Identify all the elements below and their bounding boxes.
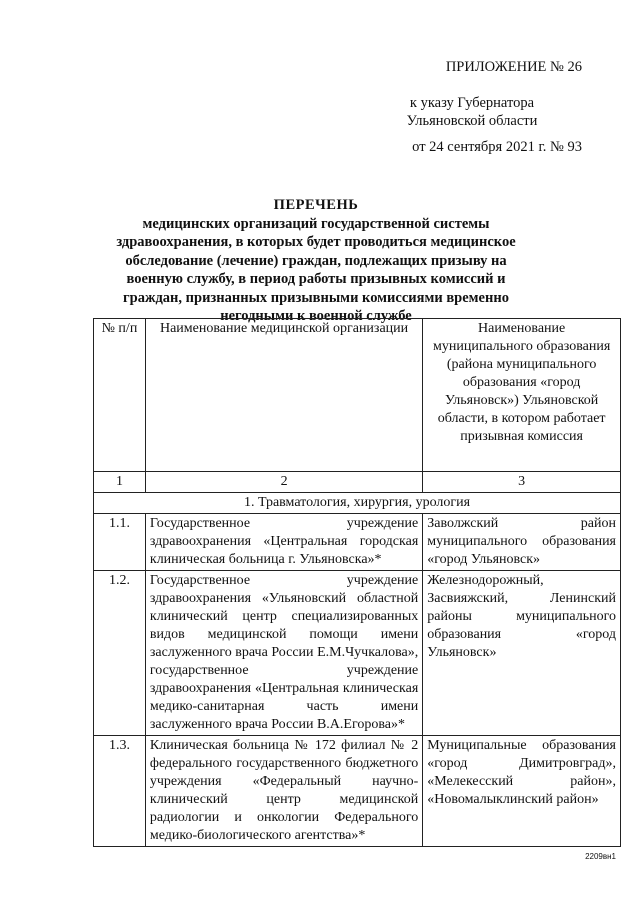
index-cell: 2 bbox=[145, 472, 422, 493]
organization-name: Клиническая больница № 172 филиал № 2 федерального государственного бюджетного учреждения «Федеральный научно-клинический центр медицинской радиологии и онкологии Федерального медико-биологического агентства»* bbox=[145, 736, 422, 847]
index-cell: 3 bbox=[423, 472, 621, 493]
table-index-row bbox=[94, 472, 621, 493]
table-header-row bbox=[94, 319, 621, 472]
appendix-date: от 24 сентября 2021 г. № 93 bbox=[412, 139, 582, 155]
section-title: 1. Травматология, хирургия, урология bbox=[94, 493, 621, 514]
row-number: 1.1. bbox=[94, 514, 146, 571]
document-code: 2209вн1 bbox=[585, 852, 616, 861]
appendix-title: ПРИЛОЖЕНИЕ № 26 bbox=[445, 59, 582, 75]
document-title: ПЕРЕЧЕНЬ bbox=[273, 197, 359, 213]
header-municipality: Наименование муниципального образования (района муниципального образования «город Ульяновск») Ульяновской области, в котором работает призывная комиссия bbox=[423, 319, 621, 472]
header-number: № п/п bbox=[94, 319, 146, 472]
appendix-reference-line-1: к указу Губернатора bbox=[409, 95, 535, 111]
table-row bbox=[94, 571, 621, 736]
index-cell: 1 bbox=[94, 472, 146, 493]
header-organization: Наименование медицинской организации bbox=[145, 319, 422, 472]
appendix-reference-line-2: Ульяновской области bbox=[406, 113, 538, 129]
document-heading bbox=[96, 196, 536, 326]
section-row bbox=[94, 493, 621, 514]
table-row bbox=[94, 736, 621, 847]
row-number: 1.3. bbox=[94, 736, 146, 847]
table-row bbox=[94, 514, 621, 571]
row-number: 1.2. bbox=[94, 571, 146, 736]
municipality-name: Муниципальные образования «город Димитровград», «Мелекесский район», «Новомалыклинский район» bbox=[423, 736, 621, 847]
document-subtitle: медицинских организаций государственной системы здравоохранения, в которых будет проводиться медицинское обследование (лечение) граждан, подлежащих призыву на военную службу, в период работы призывных комиссий и граждан, признанных призывными комиссиями временно негодными к военной службе bbox=[116, 215, 516, 324]
organizations-table bbox=[93, 318, 621, 847]
appendix-reference bbox=[362, 94, 582, 130]
municipality-name: Заволжский район муниципального образования «город Ульяновск» bbox=[423, 514, 621, 571]
organization-name: Государственное учреждение здравоохранения «Ульяновский областной клинический центр специализированных видов медицинской помощи имени заслуженного врача России Е.М.Чучкалова», государственное учреждение здравоохранения «Центральная клиническая медико-санитарная часть имени заслуженного врача России В.А.Егорова»* bbox=[145, 571, 422, 736]
municipality-name: Железнодорожный, Засвияжский, Ленинский районы муниципального образования «город Ульяновск» bbox=[423, 571, 621, 736]
organization-name: Государственное учреждение здравоохранения «Центральная городская клиническая больница г. Ульяновска»* bbox=[145, 514, 422, 571]
